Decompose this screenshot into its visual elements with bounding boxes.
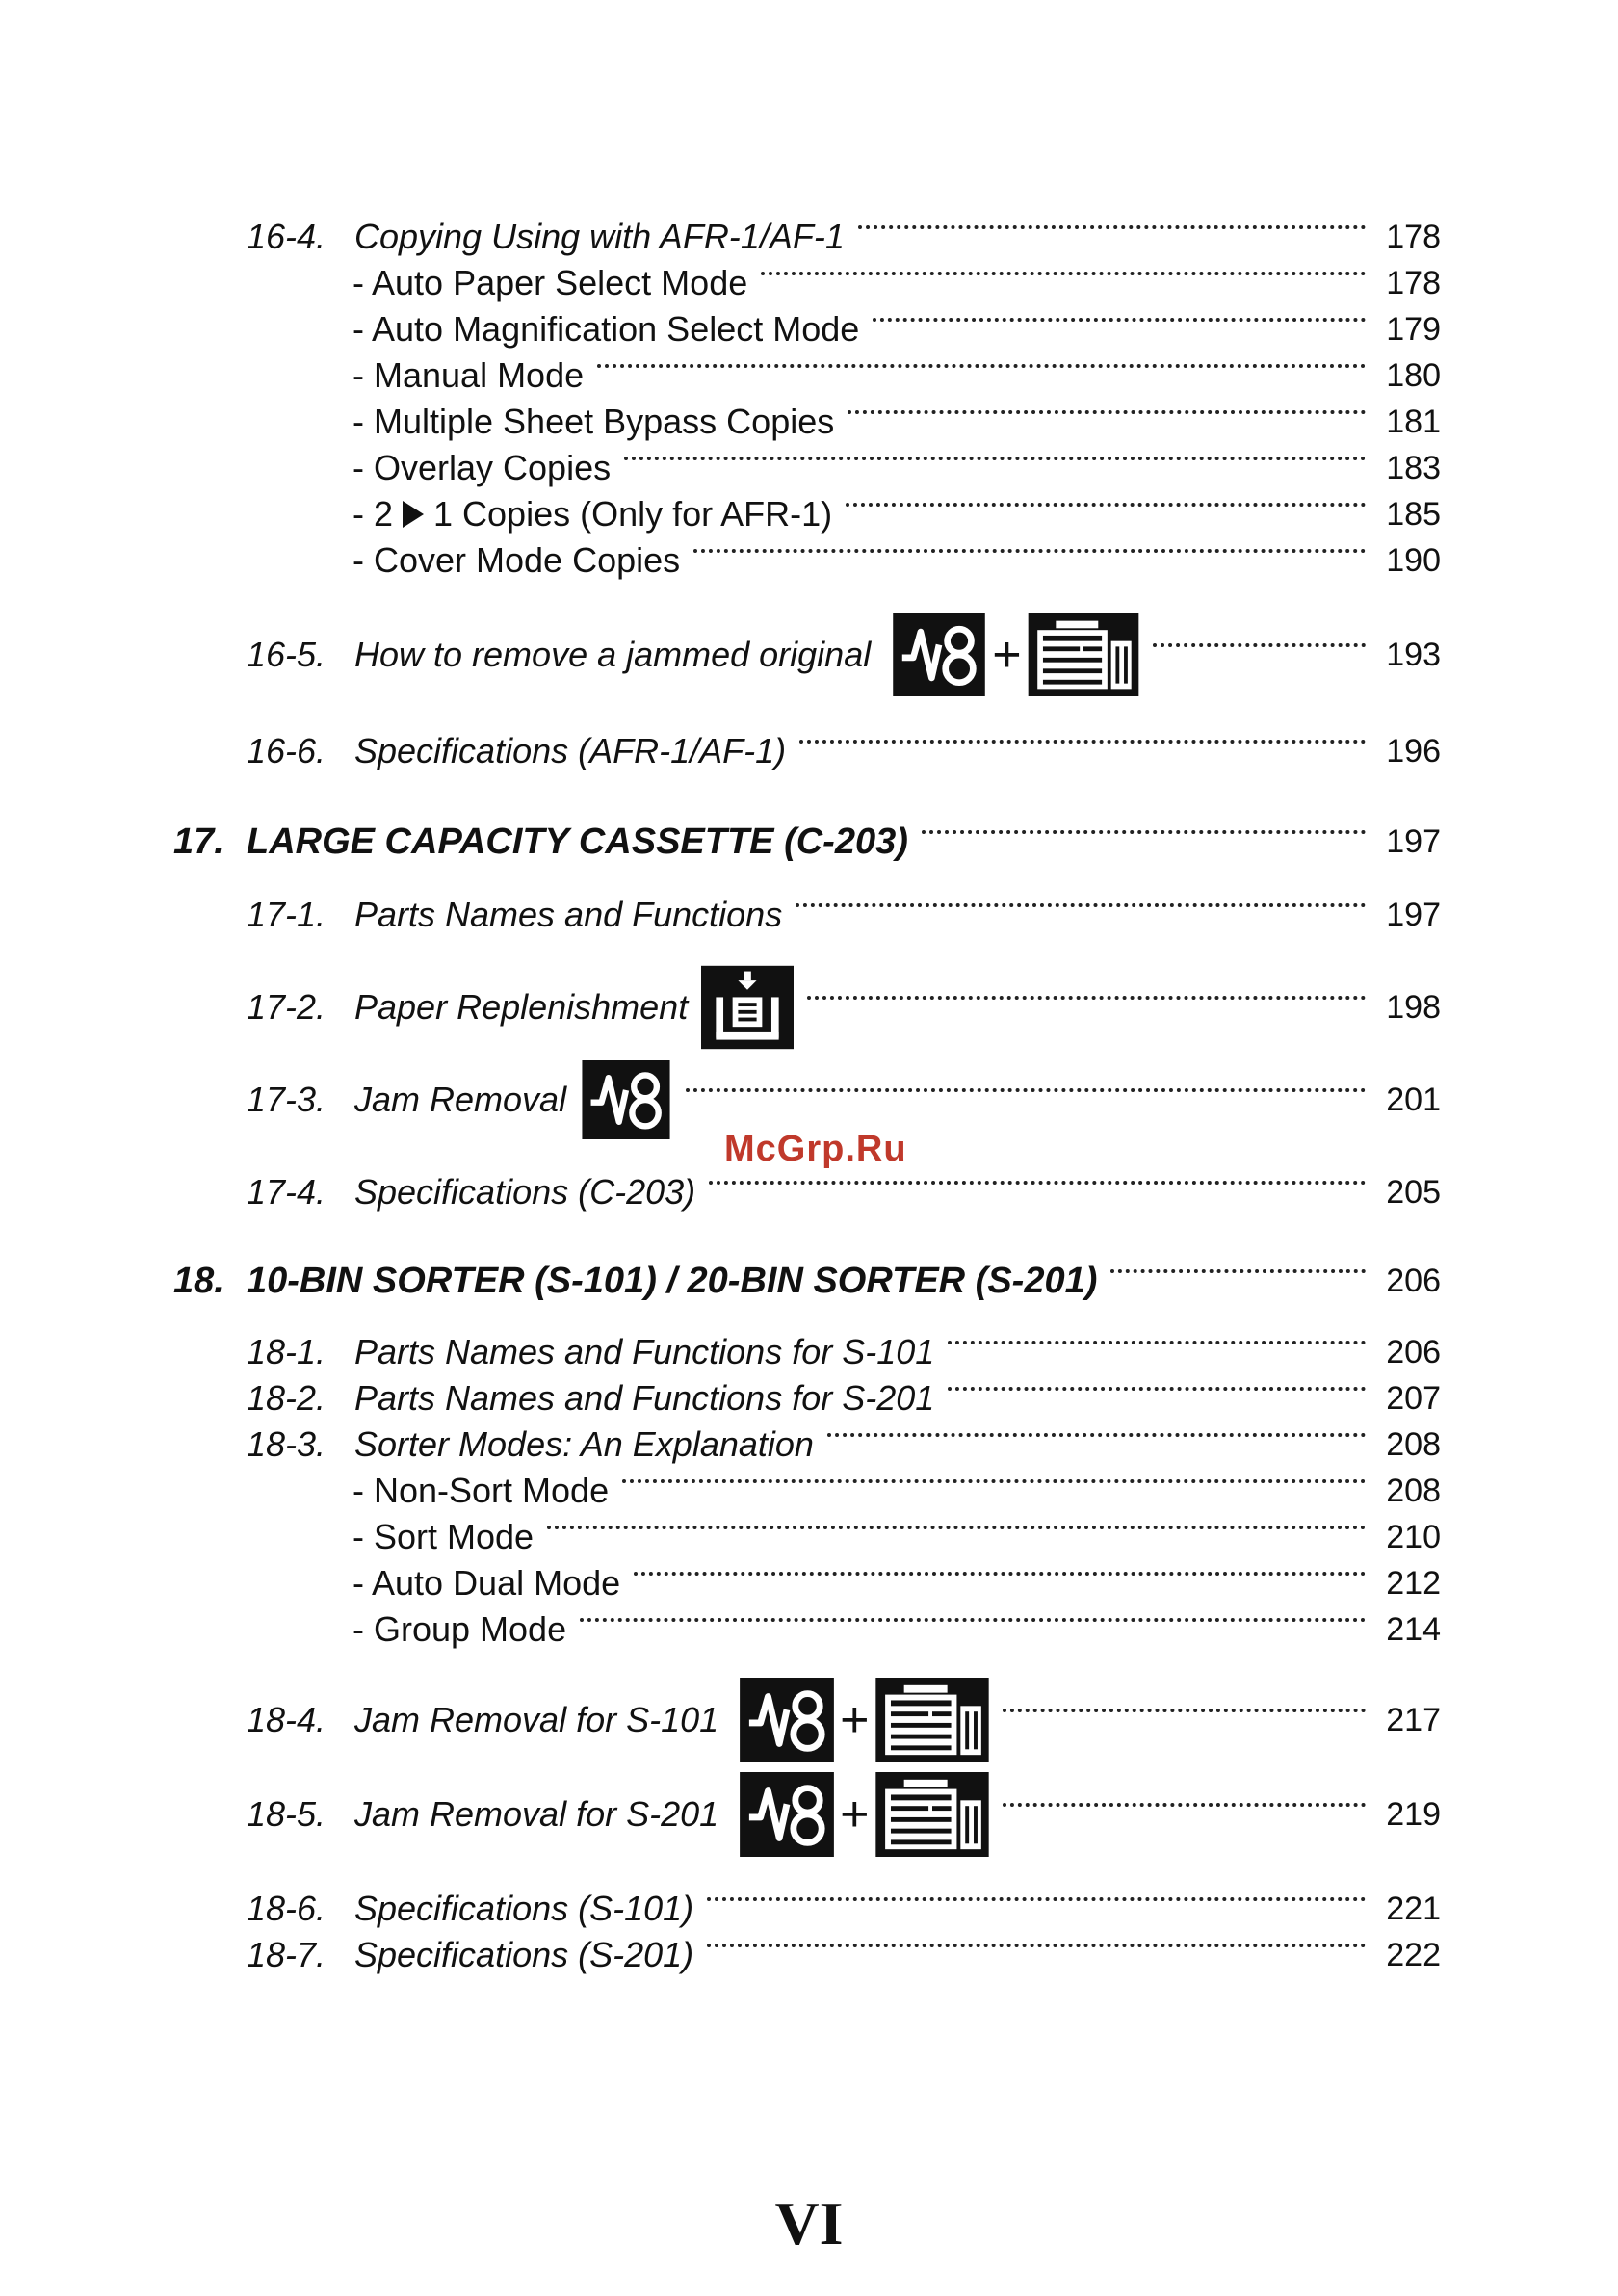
- leader-dots: [707, 1944, 1366, 1947]
- entry-title: Parts Names and Functions for S-201: [354, 1378, 935, 1418]
- plus-icon: +: [992, 627, 1022, 683]
- toc-entry[interactable]: [247, 1693, 1441, 1747]
- sorter-copier-icon: [875, 1772, 989, 1857]
- entry-title: Parts Names and Functions for S-101: [354, 1332, 935, 1371]
- entry-title: - Overlay Copies: [352, 448, 612, 487]
- toc-entry[interactable]: [247, 1928, 1441, 1982]
- entry-title: - Auto Magnification Select Mode: [352, 309, 860, 349]
- entry-number: 18-2.: [247, 1378, 326, 1418]
- page-number: 180: [1386, 356, 1441, 394]
- leader-dots: [580, 1618, 1366, 1622]
- leader-dots: [846, 503, 1366, 507]
- jam-icon: [892, 613, 986, 696]
- entry-number: 17-1.: [247, 895, 326, 934]
- entry-title: Copying Using with AFR-1/AF-1: [354, 217, 845, 256]
- icon-group: [580, 1060, 672, 1139]
- page-number: 196: [1386, 732, 1441, 770]
- toc-entry[interactable]: [247, 724, 1441, 778]
- leader-dots: [948, 1341, 1366, 1344]
- entry-number: 17-3.: [247, 1080, 326, 1119]
- entry-number: 18-6.: [247, 1889, 326, 1928]
- page-number: 205: [1386, 1173, 1441, 1211]
- page-number: 178: [1386, 218, 1441, 255]
- chapter-number: 17.: [173, 821, 224, 862]
- page-number: 181: [1386, 403, 1441, 440]
- leader-dots: [1153, 643, 1366, 647]
- entry-title: Parts Names and Functions: [354, 895, 783, 934]
- paper-tray-icon: [701, 963, 794, 1052]
- page-number: 206: [1386, 1333, 1441, 1370]
- leader-dots: [624, 457, 1366, 460]
- toc-entry[interactable]: [247, 1073, 1441, 1127]
- entry-title: Sorter Modes: An Explanation: [354, 1424, 814, 1464]
- toc-entry[interactable]: [247, 1787, 1441, 1841]
- leader-dots: [848, 410, 1366, 414]
- entry-number: 18-1.: [247, 1332, 326, 1371]
- page-number: 208: [1386, 1472, 1441, 1509]
- leader-dots: [799, 740, 1366, 744]
- toc-entry[interactable]: [247, 888, 1441, 942]
- entry-number: 18-4.: [247, 1700, 326, 1739]
- leader-dots: [807, 996, 1366, 1000]
- icon-group: [740, 1678, 988, 1762]
- leader-dots: [686, 1088, 1366, 1092]
- toc-chapter[interactable]: [173, 815, 1441, 869]
- entry-title: Specifications (C-203): [354, 1172, 696, 1212]
- page-number: 179: [1386, 310, 1441, 348]
- entry-title: Jam Removal for S-201: [354, 1794, 719, 1834]
- page-number: 221: [1386, 1890, 1441, 1927]
- leader-dots: [622, 1479, 1366, 1483]
- page-number: 219: [1386, 1795, 1441, 1833]
- entry-title: - Multiple Sheet Bypass Copies: [352, 402, 835, 441]
- page-number: 214: [1386, 1610, 1441, 1648]
- page-number: 208: [1386, 1425, 1441, 1463]
- entry-title: - Manual Mode: [352, 355, 585, 395]
- page-number: 201: [1386, 1081, 1441, 1118]
- entry-title: How to remove a jammed original: [354, 635, 872, 674]
- page-number: 178: [1386, 264, 1441, 301]
- entry-title: Paper Replenishment: [354, 987, 689, 1027]
- entry-title: Specifications (AFR-1/AF-1): [354, 731, 787, 770]
- toc-entry[interactable]: [247, 628, 1441, 682]
- entry-title: - Auto Paper Select Mode: [352, 263, 748, 302]
- plus-icon: +: [840, 1787, 870, 1842]
- jam-icon: [740, 1678, 834, 1762]
- entry-title: Jam Removal: [354, 1080, 567, 1119]
- entry-title: - Non-Sort Mode: [352, 1471, 610, 1510]
- jam-icon: [740, 1772, 834, 1857]
- page-number: 185: [1386, 495, 1441, 533]
- entry-title-part: - 2: [352, 494, 394, 534]
- plus-icon: +: [840, 1692, 870, 1748]
- page-number: 222: [1386, 1936, 1441, 1973]
- entry-number: 16-5.: [247, 635, 326, 674]
- page-number: 197: [1386, 896, 1441, 933]
- entry-title: Specifications (S-101): [354, 1889, 694, 1928]
- page-number: 190: [1386, 541, 1441, 579]
- toc-subentry[interactable]: [352, 534, 1441, 587]
- leader-dots: [948, 1387, 1366, 1391]
- icon-group: [740, 1772, 988, 1857]
- copier-icon: [1028, 613, 1139, 696]
- leader-dots: [873, 318, 1366, 322]
- entry-title: - Sort Mode: [352, 1517, 535, 1556]
- leader-dots: [634, 1572, 1366, 1576]
- chapter-number: 18.: [173, 1260, 224, 1301]
- entry-title: - Group Mode: [352, 1609, 567, 1649]
- page-number: 197: [1386, 822, 1441, 860]
- leader-dots: [827, 1433, 1366, 1437]
- leader-dots: [1003, 1803, 1366, 1807]
- entry-title: Jam Removal for S-101: [354, 1700, 719, 1739]
- page-number: 183: [1386, 449, 1441, 486]
- page-number: 210: [1386, 1518, 1441, 1555]
- watermark: McGrp.Ru: [724, 1129, 907, 1169]
- page-number: 212: [1386, 1564, 1441, 1602]
- icon-group: [892, 613, 1138, 696]
- entry-title: - Cover Mode Copies: [352, 540, 681, 580]
- leader-dots: [796, 903, 1366, 907]
- entry-title: - Auto Dual Mode: [352, 1563, 621, 1603]
- page-number: 217: [1386, 1701, 1441, 1738]
- toc-entry[interactable]: [247, 1165, 1441, 1219]
- leader-dots: [761, 272, 1366, 275]
- leader-dots: [547, 1526, 1366, 1529]
- toc-subentry[interactable]: [352, 1603, 1441, 1657]
- entry-title: Specifications (S-201): [354, 1935, 694, 1974]
- entry-number: 18-7.: [247, 1935, 326, 1974]
- page-number: 193: [1386, 636, 1441, 673]
- leader-dots: [1110, 1269, 1366, 1273]
- play-arrow-icon: [403, 501, 424, 528]
- page-number: 198: [1386, 988, 1441, 1026]
- leader-dots: [709, 1181, 1366, 1185]
- entry-number: 18-3.: [247, 1424, 326, 1464]
- leader-dots: [922, 830, 1366, 834]
- leader-dots: [707, 1897, 1366, 1901]
- page-number: 206: [1386, 1262, 1441, 1299]
- chapter-title: 10-BIN SORTER (S-101) / 20-BIN SORTER (S-201): [247, 1260, 1098, 1301]
- leader-dots: [693, 549, 1366, 553]
- entry-number: 16-6.: [247, 731, 326, 770]
- jam-icon: [580, 1060, 672, 1139]
- toc-chapter[interactable]: [173, 1254, 1441, 1308]
- page-number: 207: [1386, 1379, 1441, 1417]
- entry-title-part: 1 Copies (Only for AFR-1): [433, 494, 833, 534]
- icon-group: [701, 963, 794, 1052]
- leader-dots: [858, 225, 1366, 229]
- entry-number: 17-2.: [247, 987, 326, 1027]
- entry-number: 16-4.: [247, 217, 326, 256]
- entry-number: 18-5.: [247, 1794, 326, 1834]
- chapter-title: LARGE CAPACITY CASSETTE (C-203): [247, 821, 908, 862]
- toc-entry[interactable]: [247, 980, 1441, 1034]
- leader-dots: [1003, 1709, 1366, 1712]
- entry-number: 17-4.: [247, 1172, 326, 1212]
- sorter-copier-icon: [875, 1678, 989, 1762]
- leader-dots: [597, 364, 1366, 368]
- page-numeral: VI: [774, 2189, 844, 2257]
